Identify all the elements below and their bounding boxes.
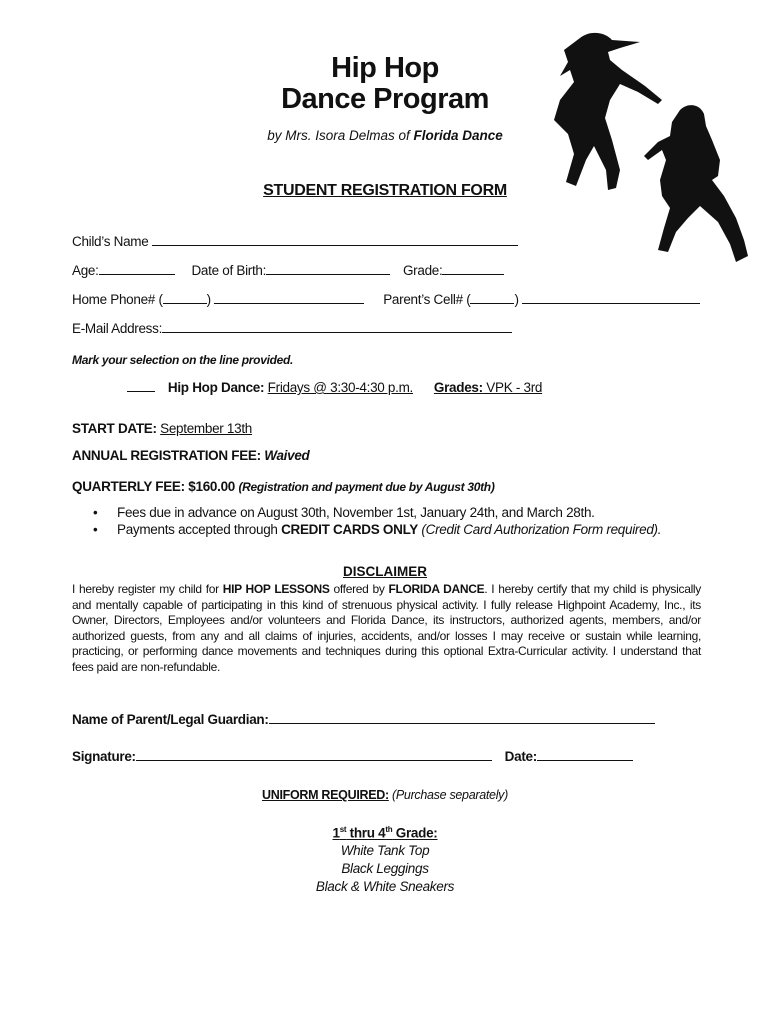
uniform-label: UNIFORM REQUIRED: (262, 788, 389, 802)
email-label: E-Mail Address: (72, 321, 163, 336)
childs-name-label: Child’s Name (72, 234, 149, 249)
quarterly-fee-label: QUARTERLY FEE: (72, 479, 185, 494)
childs-name-field[interactable] (152, 234, 518, 246)
age-label: Age: (72, 263, 99, 278)
disclaimer-bold: HIP HOP LESSONS (222, 582, 330, 596)
home-phone-paren: ) (206, 292, 211, 307)
byline-prefix: by Mrs. Isora Delmas of (267, 128, 414, 143)
parent-cell-paren: ) (514, 292, 519, 307)
date-label: Date: (504, 749, 537, 764)
parent-cell-label: Parent’s Cell# ( (383, 292, 471, 307)
class-option-row (127, 380, 542, 395)
program-title-line1: Hip Hop (331, 52, 439, 84)
signature-label: Signature: (72, 749, 136, 764)
annual-fee-value: Waived (264, 448, 310, 463)
program-title-line2: Dance Program (281, 83, 489, 115)
date-field[interactable] (537, 749, 633, 761)
class-schedule: Fridays @ 3:30-4:30 p.m. (267, 380, 413, 395)
quarterly-fee-row (72, 479, 495, 494)
disclaimer-text: I hereby register my child for (72, 582, 223, 596)
grade-range-end: Grade: (392, 825, 438, 841)
bullet-note: (Credit Card Authorization Form required). (417, 522, 662, 537)
start-date-label: START DATE: (72, 421, 157, 436)
grades-value: VPK - 3rd (482, 380, 543, 395)
guardian-field[interactable] (269, 712, 655, 724)
home-phone-label: Home Phone# ( (72, 292, 163, 307)
uniform-grade-range (0, 825, 770, 841)
home-phone-field[interactable] (214, 292, 364, 304)
signature-row (72, 749, 633, 764)
grades-label: Grades: (433, 380, 483, 395)
bullet-bold-text: CREDIT CARDS ONLY (281, 522, 418, 537)
disclaimer-text: offered by (329, 582, 389, 596)
parent-cell-field[interactable] (522, 292, 700, 304)
byline-org: Florida Dance (413, 128, 503, 143)
fee-bullets (93, 504, 661, 538)
grade-label: Grade: (402, 263, 443, 278)
bullet-text: Payments accepted through (117, 522, 282, 537)
guardian-label: Name of Parent/Legal Guardian: (72, 712, 269, 727)
signature-field[interactable] (136, 749, 492, 761)
class-selection-blank[interactable] (127, 380, 155, 392)
disclaimer-text: . I hereby certify that my child is physically and mentally capable of participating in this kind of strenuous physical activity. I fully release Highpoint Academy, Inc., its Owner, Directors, Employees and/or volunteers and Florida Dance, its instructors, authorized agents, members, and/or authorized guests, from any and all claims of injuries, accidents, and/or losses I may receive or sustain while learning, practicing, or performing dance movements and techniques during this optional Extra-Curricular activity. I understand that fees paid are non-refundable. (72, 582, 701, 674)
age-field[interactable] (99, 263, 175, 275)
uniform-item: Black Leggings (341, 861, 429, 876)
childs-name-row (72, 234, 518, 249)
quarterly-fee-note: (Registration and payment due by August 30th) (238, 480, 495, 494)
list-item: • Fees due in advance on August 30th, November 1st, January 24th, and March 28th. (93, 505, 595, 520)
grade-sup-st: st (339, 825, 347, 834)
grade-range-mid: thru 4 (346, 825, 386, 841)
disclaimer-title: DISCLAIMER (343, 564, 427, 579)
form-title: STUDENT REGISTRATION FORM (263, 182, 507, 199)
annual-fee-row (72, 448, 310, 463)
start-date-row (72, 421, 252, 436)
guardian-row (72, 712, 655, 727)
disclaimer-bold: FLORIDA DANCE (388, 582, 485, 596)
email-field[interactable] (162, 321, 512, 333)
selection-note: Mark your selection on the line provided. (72, 353, 294, 367)
grade-sup-th: th (385, 825, 393, 834)
bullet-text: Fees due in advance on August 30th, November 1st, January 24th, and March 28th. (117, 505, 595, 520)
uniform-row (0, 788, 770, 802)
grade-range-start: 1 (332, 825, 340, 841)
quarterly-fee-value: $160.00 (188, 479, 235, 494)
uniform-item: Black & White Sneakers (315, 879, 455, 894)
start-date-value: September 13th (160, 421, 253, 436)
uniform-note: (Purchase separately) (388, 788, 508, 802)
age-dob-grade-row (72, 263, 504, 278)
parent-cell-area-field[interactable] (470, 292, 514, 304)
email-row (72, 321, 512, 336)
class-label: Hip Hop Dance: (167, 380, 265, 395)
phone-row (72, 292, 700, 307)
dob-label: Date of Birth: (191, 263, 267, 278)
uniform-item: White Tank Top (340, 843, 430, 858)
disclaimer-body (72, 582, 701, 676)
list-item: • Payments accepted through CREDIT CARDS ONLY (Credit Card Authorization Form required). (93, 522, 662, 537)
home-phone-area-field[interactable] (163, 292, 207, 304)
grade-field[interactable] (442, 263, 504, 275)
dob-field[interactable] (266, 263, 390, 275)
annual-fee-label: ANNUAL REGISTRATION FEE: (72, 448, 261, 463)
